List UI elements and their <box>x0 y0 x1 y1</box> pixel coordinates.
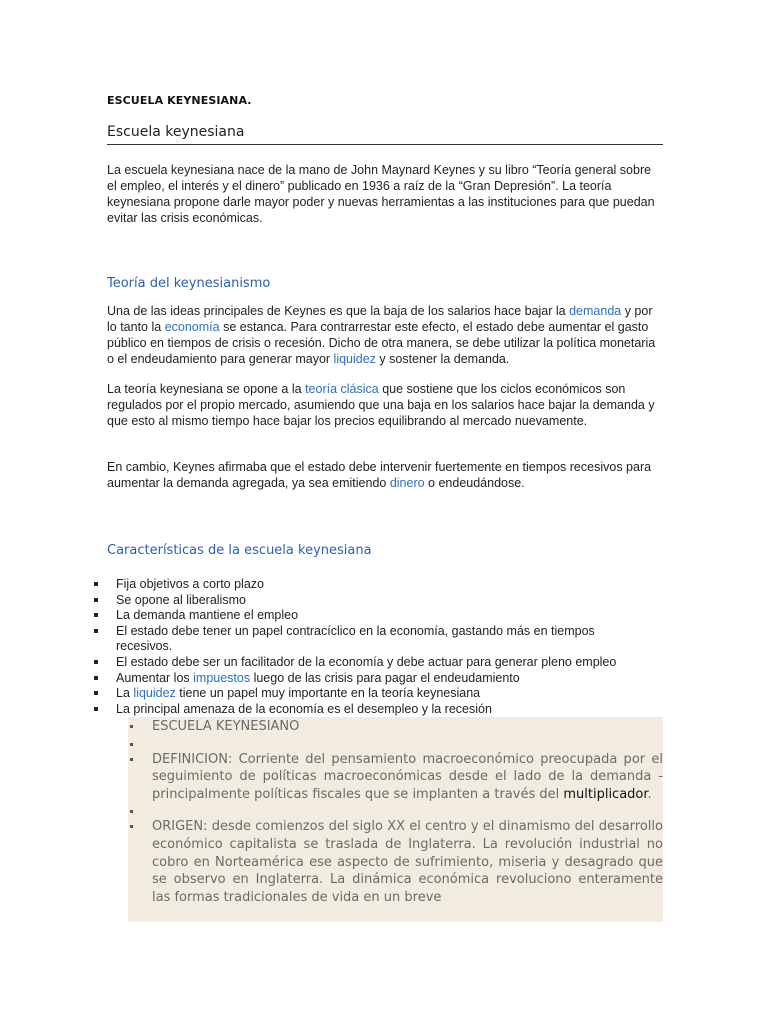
bullet-icon <box>94 691 98 695</box>
bullet-icon <box>130 743 133 746</box>
definition-box <box>128 717 663 922</box>
teoria-paragraph-3 <box>107 459 663 491</box>
list-item-text: La <box>116 686 134 701</box>
list-item <box>93 655 653 671</box>
bullet-icon <box>130 810 133 813</box>
text-span: se estanca. Para contrarrestar este efecto, el estado debe aumentar el gasto público en tiempos de crisis o recesión. Dicho de otra manera, se debe utilizar la política monetaria o el endeudamiento para generar mayor <box>107 320 656 366</box>
box-item-empty <box>128 736 663 751</box>
section-heading-caracteristicas: Características de la escuela keynesiana <box>107 543 372 558</box>
definicion-end: . <box>647 786 652 802</box>
link-teoria-clasica[interactable]: teoría clásica <box>305 382 379 396</box>
definicion-text: DEFINICION: Corriente del pensamiento macroeconómico preocupada por el seguimiento de políticas macroeconómicas desde el lado de la demanda -principalmente políticas fiscales que se implanten a través del <box>152 751 663 802</box>
list-item <box>93 686 653 702</box>
list-item-text: tiene un papel muy importante en la teoría keynesiana <box>175 686 481 701</box>
list-item <box>93 702 653 718</box>
link-demanda[interactable]: demanda <box>569 304 622 318</box>
main-heading: Escuela keynesiana <box>107 124 663 145</box>
list-item-text: Fija objetivos a corto plazo <box>116 577 264 591</box>
bullet-icon <box>94 582 98 586</box>
box-item-origen <box>128 818 663 906</box>
bullet-icon <box>94 660 98 664</box>
bullet-icon <box>94 598 98 602</box>
list-item <box>93 593 653 609</box>
origen-text: ORIGEN: desde comienzos del siglo XX el centro y el dinamismo del desarrollo económico capitalista se traslada de Inglaterra. La revolución industrial no cobro en Norteamérica ese aspecto de sufrimiento, miseria y desagrado que se observo en Inglaterra. La dinámica económica revoluciono enteramente las formas tradicionales de vida en un breve <box>152 819 663 905</box>
link-impuestos[interactable]: impuestos <box>193 670 251 685</box>
bullet-icon <box>94 676 98 680</box>
list-item-text: El estado debe ser un facilitador de la economía y debe actuar para generar pleno empleo <box>116 654 617 669</box>
document-title: ESCUELA KEYNESIANA. <box>107 94 252 107</box>
list-item-text: La demanda mantiene el empleo <box>116 608 299 623</box>
box-item-title <box>128 718 663 736</box>
text-span: y por lo tanto la <box>107 304 653 334</box>
text-span: Una de las ideas principales de Keynes es que la baja de los salarios hace bajar la <box>107 304 570 318</box>
list-item <box>93 577 653 593</box>
text-span: y sostener la demanda. <box>375 352 510 366</box>
list-item <box>93 624 653 655</box>
list-item-text: luego de las crisis para pagar el endeudamiento <box>250 670 520 685</box>
text-span: o endeudándose. <box>424 476 525 490</box>
text-span: En cambio, Keynes afirmaba que el estado debe intervenir fuertemente en tiempos recesivos para aumentar la demanda agregada, ya sea emitiendo <box>107 460 652 490</box>
bullet-icon <box>130 758 133 761</box>
list-item-text: Aumentar los <box>116 670 194 685</box>
link-liquidez[interactable]: liquidez <box>333 352 376 366</box>
list-item-text: La principal amenaza de la economía es el desempleo y la recesión <box>116 701 492 716</box>
list-item <box>93 671 653 687</box>
teoria-paragraph-2 <box>107 381 663 429</box>
text-span: que sostiene que los ciclos económicos son regulados por el propio mercado, asumiendo que una baja en los salarios hace bajar la demanda y que esto al mismo tiempo hace bajar los precios equilibrando al mercado nuevamente. <box>107 382 655 428</box>
definicion-term: multiplicador <box>563 786 648 802</box>
bullet-icon <box>130 725 133 728</box>
link-dinero[interactable]: dinero <box>389 476 425 490</box>
teoria-paragraph-1 <box>107 303 663 367</box>
text-span: La teoría keynesiana se opone a la <box>107 382 306 396</box>
bullet-icon <box>94 629 98 633</box>
link-economia[interactable]: economía <box>164 320 220 334</box>
box-title-text: ESCUELA KEYNESIANO <box>152 719 300 734</box>
intro-paragraph: La escuela keynesiana nace de la mano de John Maynard Keynes y su libro “Teoría general sobre el empleo, el interés y el dinero” publicado en 1936 a raíz de la “Gran Depresión”. La teoría keynesiana propone darle mayor poder y nuevas herramientas a las instituciones para que puedan evitar las crisis económicas. <box>107 163 655 225</box>
bullet-icon <box>94 613 98 617</box>
bullet-icon <box>94 707 98 711</box>
bullet-icon <box>130 825 133 828</box>
box-item-definicion <box>128 751 663 804</box>
list-item-text: El estado debe tener un papel contracíclico en la economía, gastando más en tiempos recesivos. <box>116 623 595 654</box>
link-liquidez-2[interactable]: liquidez <box>133 686 176 701</box>
list-item-text: Se opone al liberalismo <box>116 592 246 607</box>
caracteristicas-list <box>93 577 653 717</box>
section-heading-teoria: Teoría del keynesianismo <box>107 276 271 291</box>
box-item-empty <box>128 803 663 818</box>
list-item <box>93 608 653 624</box>
